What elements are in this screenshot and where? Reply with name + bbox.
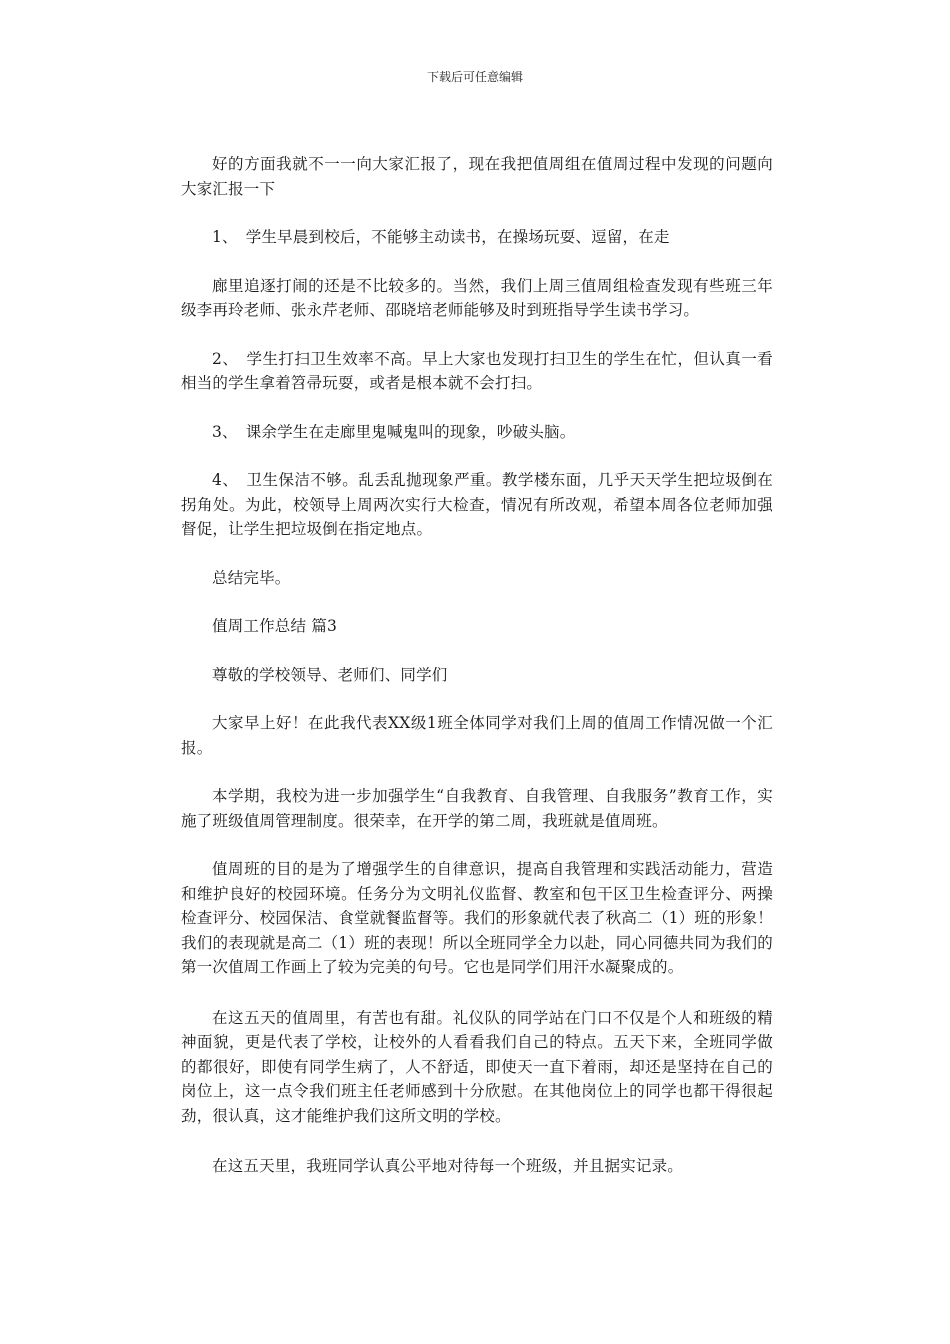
page-header: 下载后可任意编辑 — [426, 70, 523, 84]
paragraph-fair-record: 在这五天里，我班同学认真公平地对待每一个班级，并且据实记录。 — [212, 1157, 684, 1175]
paragraph-item-1: 1、 学生早晨到校后，不能够主动读书，在操场玩耍、逗留，在走 — [212, 228, 670, 246]
paragraph-greeting: 大家早上好！在此我代表XX级1班全体同学对我们上周的值周工作情况做一个汇报。 — [181, 714, 773, 757]
paragraph-closing: 总结完毕。 — [212, 568, 291, 587]
paragraph-five-days: 在这五天的值周里，有苦也有甜。礼仪队的同学站在门口不仅是个人和班级的精神面貌，更是代表了学校，让校外的人看看我们自己的特点。五天下来，全班同学做的都很好，即使有同学生病了，人不舒适，即使天一直下着雨，却还是坚持在自己的岗位上，这一点令我们班主任老师感到十分欣慰。在其他岗位上的同学也都干得很起劲，很认真，这才能维护我们这所文明的学校。 — [181, 1008, 773, 1125]
paragraph-item-1-continued: 廊里追逐打闹的还是不比较多的。当然，我们上周三值周组检查发现有些班三年级李再玲老师、张永芹老师、邵晓培老师能够及时到班指导学生读书学习。 — [181, 276, 773, 319]
paragraph-item-3: 3、 课余学生在走廊里鬼喊鬼叫的现象，吵破头脑。 — [212, 422, 576, 441]
document-body — [181, 152, 773, 1179]
paragraph-semester: 本学期，我校为进一步加强学生“自我教育、自我管理、自我服务”教育工作，实施了班级值周管理制度。很荣幸，在开学的第二周，我班就是值周班。 — [181, 787, 773, 830]
paragraph-item-4: 4、 卫生保洁不够。乱丢乱抛现象严重。教学楼东面，几乎天天学生把垃圾倒在拐角处。为此，校领导上周两次实行大检查，情况有所改观，希望本周各位老师加强督促，让学生把垃圾倒在指定地点。 — [181, 471, 773, 538]
paragraph-salutation: 尊敬的学校领导、老师们、同学们 — [212, 665, 448, 684]
paragraph-item-2: 2、 学生打扫卫生效率不高。早上大家也发现打扫卫生的学生在忙，但认真一看相当的学生拿着笤帚玩耍，或者是根本就不会打扫。 — [181, 349, 773, 392]
paragraph-intro: 好的方面我就不一一向大家汇报了，现在我把值周组在值周过程中发现的问题向大家汇报一下 — [181, 155, 773, 198]
section-heading: 值周工作总结 篇3 — [212, 617, 338, 635]
paragraph-purpose: 值周班的目的是为了增强学生的自律意识，提高自我管理和实践活动能力，营造和维护良好的校园环境。任务分为文明礼仪监督、教室和包干区卫生检查评分、两操检查评分、校园保洁、食堂就餐监督等。我们的形象就代表了秋高二（1）班的形象！我们的表现就是高二（1）班的表现！所以全班同学全力以赴，同心同德共同为我们的第一次值周工作画上了较为完美的句号。它也是同学们用汗水凝聚成的。 — [181, 860, 773, 976]
